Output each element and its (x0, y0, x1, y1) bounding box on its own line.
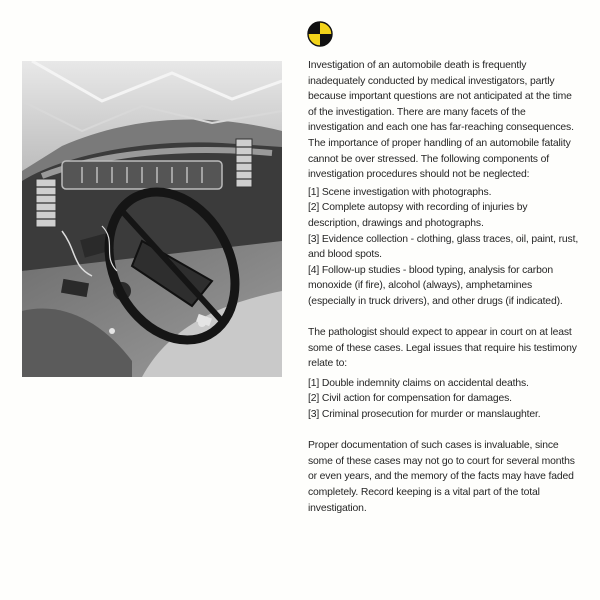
crash-test-marker-icon (307, 21, 333, 47)
documentation-paragraph: Proper documentation of such cases is invaluable, since some of these cases may not go to court for several months or even years, and the memory of the facts may have faded completely. Record keeping is a vital part of the total investigation. (308, 440, 575, 514)
body-text (308, 58, 580, 516)
component-item: [1] Scene investigation with photographs. (308, 186, 492, 198)
court-paragraph: The pathologist should expect to appear in court on at least some of these cases. Legal issues that require his testimony relate to: (308, 327, 577, 370)
legal-issue-item: [3] Criminal prosecution for murder or manslaughter. (308, 409, 541, 421)
crash-interior-photo (22, 61, 282, 377)
intro-paragraph: Investigation of an automobile death is frequently inadequately conducted by medical investigators, partly because important questions are not anticipated at the time of the investigation. There are many facets of the investigation and each one has far-reaching consequences. The importance of proper handling of an automobile fatality cannot be over stressed. The following components of investigation procedures should not be neglected: (308, 60, 574, 181)
legal-issue-item: [2] Civil action for compensation for damages. (308, 393, 512, 405)
component-item: [4] Follow-up studies - blood typing, analysis for carbon monoxide (if fire), alcohol (always), amphetamines (especially in truck drivers), and other drugs (if indicated). (308, 264, 563, 307)
legal-issue-item: [1] Double indemnity claims on accidental deaths. (308, 377, 529, 389)
component-item: [2] Complete autopsy with recording of injuries by description, drawings and photographs. (308, 202, 528, 229)
component-item: [3] Evidence collection - clothing, glass traces, oil, paint, rust, and blood spots. (308, 233, 579, 261)
